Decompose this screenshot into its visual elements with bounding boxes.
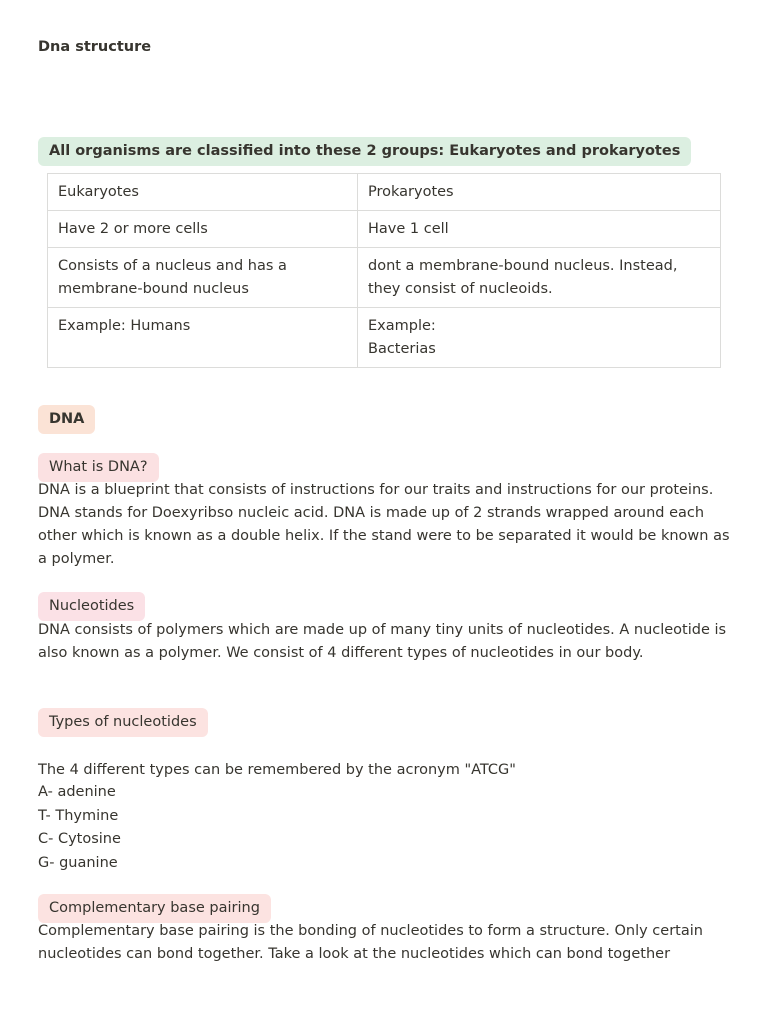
complementary-base-pairing-label: Complementary base pairing [38, 894, 271, 923]
complementary-base-pairing-text[interactable]: Complementary base pairing is the bonding of nucleotides to form a structure. Only certain nucleotides can bond together. Take a look at the nucleotides which can bond together [38, 923, 703, 962]
table-cell[interactable]: Have 1 cell [358, 211, 721, 248]
what-is-dna-label: What is DNA? [38, 453, 159, 482]
table-cell[interactable]: Eukaryotes [48, 174, 358, 211]
classification-callout: All organisms are classified into these 2 groups: Eukaryotes and prokaryotes [38, 137, 691, 166]
table-cell[interactable]: Example: Bacterias [358, 308, 721, 368]
table-row [48, 211, 721, 248]
comparison-table [47, 173, 721, 368]
table-cell[interactable]: Consists of a nucleus and has a membrane-bound nucleus [48, 248, 358, 308]
types-intro-text[interactable]: The 4 different types can be remembered by the acronym "ATCG" [38, 762, 516, 778]
dna-heading: DNA [38, 405, 95, 434]
table-row [48, 308, 721, 368]
table-cell[interactable]: dont a membrane-bound nucleus. Instead, they consist of nucleoids. [358, 248, 721, 308]
table-cell[interactable]: Prokaryotes [358, 174, 721, 211]
table-row [48, 174, 721, 211]
table-cell[interactable]: Have 2 or more cells [48, 211, 358, 248]
page-title: Dna structure [38, 39, 152, 55]
list-item[interactable]: C- Cytosine [38, 831, 121, 847]
what-is-dna-text[interactable]: DNA is a blueprint that consists of instructions for our traits and instructions for our proteins. DNA stands for Doexyribso nucleic acid. DNA is made up of 2 strands wrapped around each other which is known as a double helix. If the stand were to be separated it would be known as a polymer. [38, 482, 730, 567]
list-item[interactable]: G- guanine [38, 854, 118, 871]
list-item[interactable]: T- Thymine [38, 807, 119, 824]
nucleotide-list [38, 781, 121, 875]
types-of-nucleotides-label: Types of nucleotides [38, 708, 208, 737]
table-row [48, 248, 721, 308]
nucleotides-label: Nucleotides [38, 592, 145, 621]
table-cell[interactable]: Example: Humans [48, 308, 358, 368]
nucleotides-text[interactable]: DNA consists of polymers which are made up of many tiny units of nucleotides. A nucleotide is also known as a polymer. We consist of 4 different types of nucleotides in our body. [38, 622, 727, 661]
list-item[interactable]: A- adenine [38, 784, 116, 800]
